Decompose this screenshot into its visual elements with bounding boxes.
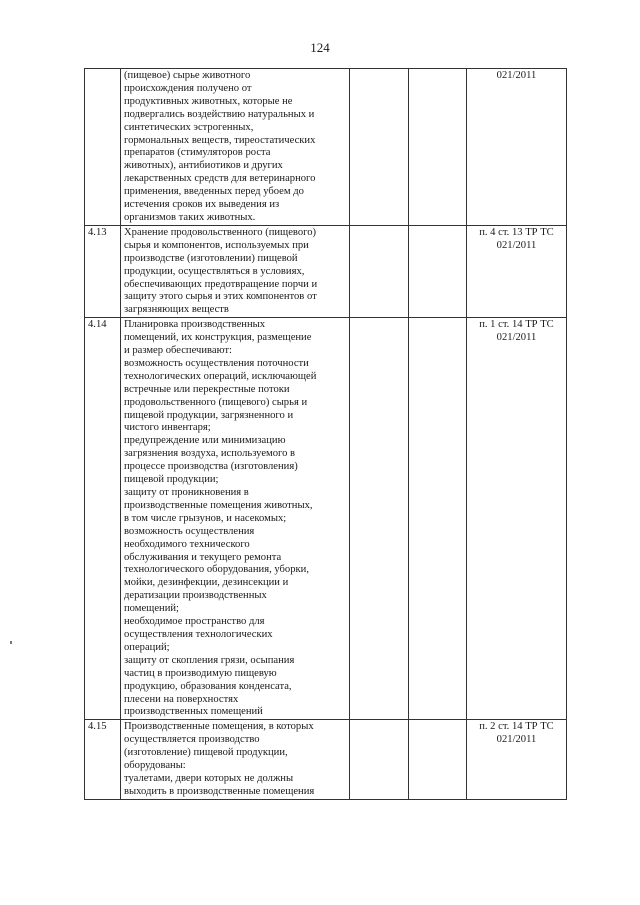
- requirement-line: сырья и компонентов, используемых при: [124, 239, 309, 251]
- requirement-line: происхождения получено от: [124, 82, 252, 94]
- requirement-line: возможность осуществления: [124, 525, 255, 537]
- requirement-line: в том числе грызунов, и насекомых;: [124, 512, 287, 524]
- requirement-line: пищевой продукции, загрязненного и: [124, 409, 294, 421]
- requirement-line: туалетами, двери которых не должны: [124, 772, 294, 784]
- requirement-line: продуктивных животных, которые не: [124, 95, 293, 107]
- blank-cell: [350, 69, 409, 226]
- requirement-line: Планировка производственных: [124, 319, 266, 331]
- table-row: [85, 318, 567, 720]
- requirement-line: пищевой продукции;: [124, 474, 219, 486]
- requirement-line: загрязнения воздуха, используемого в: [124, 448, 296, 460]
- requirement-line: встречные или перекрестные потоки: [124, 383, 290, 395]
- requirement-line: помещений, их конструкция, размещение: [124, 332, 312, 344]
- requirement-line: загрязняющих веществ: [124, 304, 229, 316]
- requirement-line: технологических операций, исключающей: [124, 370, 317, 382]
- requirement-text: [121, 318, 350, 720]
- reference-line: п. 1 ст. 14 ТР ТС: [479, 319, 554, 331]
- blank-cell: [350, 720, 409, 799]
- requirement-line: (изготовление) пищевой продукции,: [124, 747, 288, 759]
- blank-cell: [350, 318, 409, 720]
- reference-line: 021/2011: [496, 239, 537, 251]
- requirement-line: защиту от проникновения в: [124, 487, 249, 498]
- requirement-line: операций;: [124, 641, 170, 653]
- regulation-reference: [467, 318, 567, 720]
- requirement-line: производстве (изготовлении) пищевой: [124, 252, 298, 264]
- requirement-line: процессе производства (изготовления): [124, 461, 298, 473]
- regulation-reference: [467, 69, 567, 226]
- requirement-line: лекарственных средств для ветеринарного: [124, 173, 316, 185]
- item-number: 4.13: [85, 225, 121, 317]
- requirement-line: продукцию, образования конденсата,: [124, 680, 292, 692]
- requirement-line: необходимое пространство для: [124, 616, 265, 628]
- requirements-table: [84, 68, 567, 800]
- item-number: 4.15: [85, 720, 121, 799]
- requirement-line: обслуживания и текущего ремонта: [124, 551, 282, 563]
- requirement-line: производственных помещений: [124, 706, 263, 718]
- requirement-line: животных), антибиотиков и других: [124, 160, 283, 172]
- blank-cell: [350, 225, 409, 317]
- requirement-line: плесени на поверхностях: [124, 693, 239, 705]
- table-row: [85, 225, 567, 317]
- requirement-text: [121, 225, 350, 317]
- table-row: [85, 720, 567, 799]
- reference-line: 021/2011: [496, 734, 537, 746]
- regulation-reference: [467, 720, 567, 799]
- requirement-line: выходить в производственные помещения: [124, 785, 315, 797]
- blank-cell: [409, 225, 467, 317]
- item-number: [85, 69, 121, 226]
- item-number: 4.14: [85, 318, 121, 720]
- requirement-line: технологического оборудования, уборки,: [124, 564, 309, 576]
- requirement-line: дератизации производственных: [124, 590, 267, 602]
- blank-cell: [409, 720, 467, 799]
- requirement-line: частиц в производимую пищевую: [124, 667, 277, 679]
- reference-line: п. 2 ст. 14 ТР ТС: [479, 721, 554, 733]
- requirement-line: помещений;: [124, 603, 179, 615]
- margin-mark: [10, 641, 12, 644]
- requirement-line: предупреждение или минимизацию: [124, 435, 286, 447]
- requirement-text: [121, 69, 350, 226]
- blank-cell: [409, 318, 467, 720]
- requirement-line: Производственные помещения, в которых: [124, 721, 314, 733]
- requirement-line: продукции, осуществляться в условиях,: [124, 265, 305, 277]
- requirement-line: препаратов (стимуляторов роста: [124, 147, 271, 159]
- requirement-line: применения, введенных перед убоем до: [124, 186, 304, 198]
- reference-line: 021/2011: [496, 332, 537, 344]
- requirement-line: защиту от скопления грязи, осыпания: [124, 654, 295, 666]
- requirement-line: Хранение продовольственного (пищевого): [124, 226, 317, 238]
- requirement-line: истечения сроков их выведения из: [124, 199, 280, 211]
- requirement-line: возможность осуществления поточности: [124, 357, 309, 369]
- requirement-line: осуществления технологических: [124, 628, 273, 640]
- requirement-line: и размер обеспечивают:: [124, 345, 232, 357]
- requirement-line: подвергались воздействию натуральных и: [124, 108, 315, 120]
- reference-line: 021/2011: [496, 70, 537, 81]
- requirement-line: необходимого технического: [124, 538, 250, 550]
- requirement-text: [121, 720, 350, 799]
- blank-cell: [409, 69, 467, 226]
- requirement-line: производственные помещения животных,: [124, 499, 313, 511]
- requirement-line: мойки, дезинфекции, дезинсекции и: [124, 577, 289, 589]
- requirement-line: синтетических эстрогенных,: [124, 121, 254, 133]
- requirement-line: гормональных веществ, тиреостатических: [124, 134, 316, 146]
- requirement-line: осуществляется производство: [124, 734, 260, 746]
- requirement-line: защиту этого сырья и этих компонентов от: [124, 291, 317, 303]
- requirement-line: (пищевое) сырье животного: [124, 70, 251, 81]
- requirement-line: оборудованы:: [124, 760, 186, 772]
- requirement-line: организмов таких животных.: [124, 211, 256, 223]
- page-number: 124: [310, 40, 330, 55]
- requirement-line: чистого инвентаря;: [124, 422, 211, 434]
- regulation-reference: [467, 225, 567, 317]
- requirement-line: обеспечивающих предотвращение порчи и: [124, 278, 318, 290]
- reference-line: п. 4 ст. 13 ТР ТС: [479, 226, 554, 238]
- requirement-line: продовольственного (пищевого) сырья и: [124, 396, 308, 408]
- table-row: [85, 69, 567, 226]
